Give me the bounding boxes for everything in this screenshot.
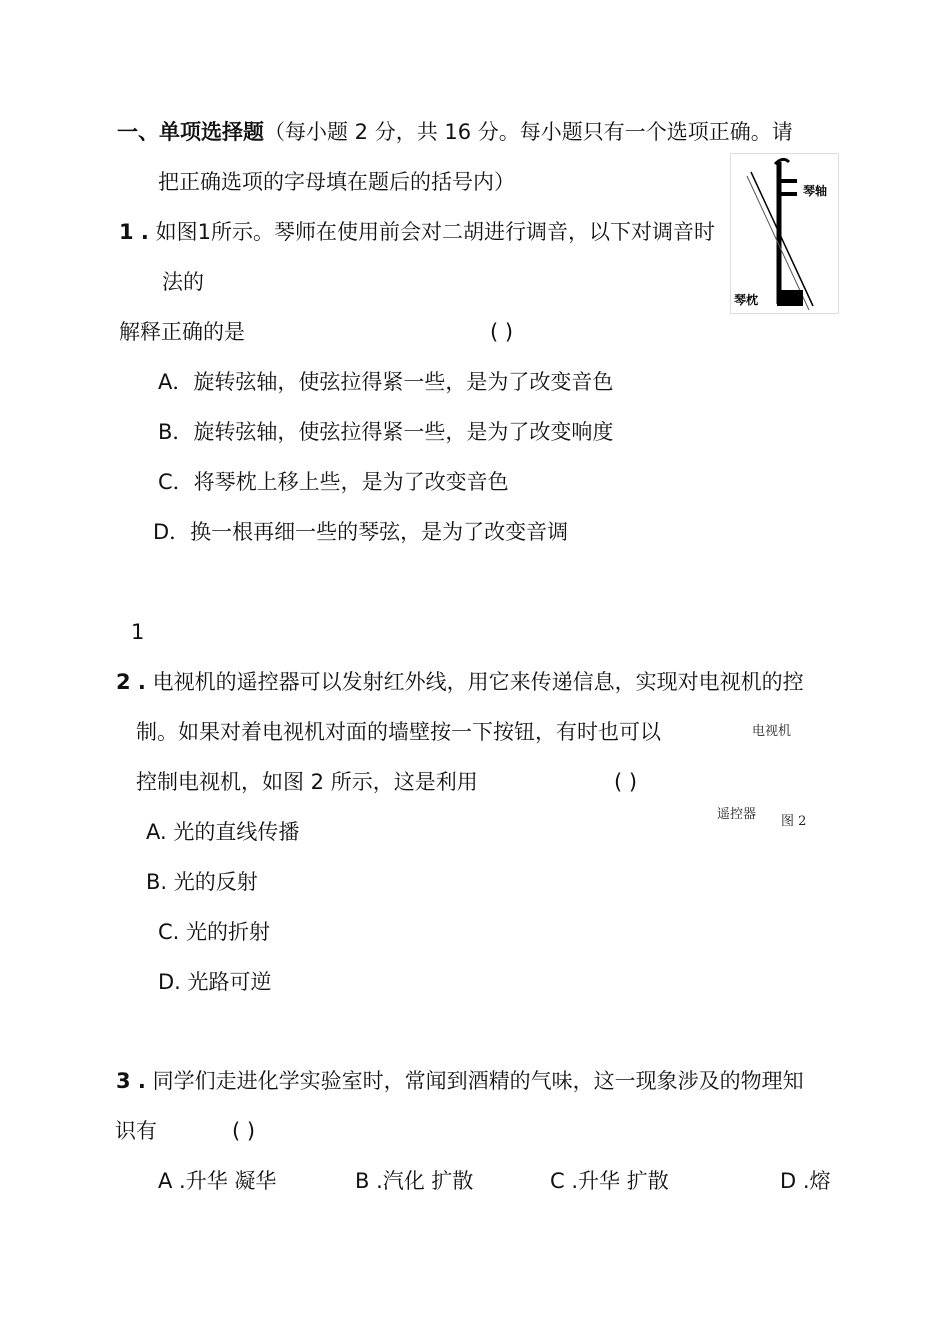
q2-line1 [116, 667, 804, 697]
section-note-line2: 把正确选项的字母填在题后的括号内） [158, 170, 515, 194]
peg-label: 琴轴 [803, 184, 828, 198]
q2-answer-paren: ( ) [614, 770, 638, 794]
erhu-drawing [731, 154, 838, 313]
q3-option-b: B .汽化 扩散 [355, 1169, 474, 1193]
q2-text: 电视机的遥控器可以发射红外线，用它来传递信息，实现对电视机的控 [152, 670, 804, 694]
q2-line2: 制。如果对着电视机对面的墙壁按一下按钮，有时也可以 [136, 720, 661, 744]
q3-answer-paren: ( ) [232, 1119, 256, 1143]
q3-option-a: A .升华 凝华 [158, 1169, 277, 1193]
remote-label: 遥控器 [717, 807, 757, 822]
q1-option-b: B．旋转弦轴，使弦拉得紧一些，是为了改变响度 [158, 420, 614, 444]
q3-number: 3 . [116, 1069, 146, 1093]
erhu-figure [730, 153, 839, 314]
q1-answer-paren: ( ) [490, 320, 514, 344]
q3-text: 同学们走进化学实验室时，常闻到酒精的气味，这一现象涉及的物理知 [152, 1069, 804, 1093]
q1-option-a: A．旋转弦轴，使弦拉得紧一些，是为了改变音色 [158, 370, 614, 394]
q3-option-d: D .熔 [780, 1169, 831, 1193]
q2-option-d: D. 光路可逆 [158, 970, 272, 994]
q3-line2: 识有 [115, 1119, 157, 1143]
nut-label: 琴枕 [734, 293, 759, 307]
q1-number: 1 . [119, 220, 149, 244]
section-note: （每小题 2 分，共 16 分。每小题只有一个选项正确。请 [264, 120, 793, 144]
q1-option-c: C．将琴枕上移上些，是为了改变音色 [158, 470, 509, 494]
q2-option-a: A. 光的直线传播 [146, 820, 300, 844]
q1-line2: 法的 [162, 270, 204, 294]
section-heading: 一、单项选择题 [117, 120, 264, 144]
q2-line3: 控制电视机，如图 2 所示，这是利用 [136, 770, 478, 794]
q1-option-d: D．换一根再细一些的琴弦，是为了改变音调 [153, 520, 569, 544]
q3-option-c: C .升华 扩散 [550, 1169, 669, 1193]
q2-number: 2 . [116, 670, 146, 694]
q3-line1 [116, 1066, 804, 1096]
figure2-caption: 图 2 [781, 814, 807, 829]
q1-line3: 解释正确的是 [119, 320, 245, 344]
section-heading-line [117, 117, 793, 147]
q1-text: 如图1所示。琴师在使用前会对二胡进行调音，以下对调音时 [155, 220, 715, 244]
q2-option-c: C. 光的折射 [158, 920, 271, 944]
q2-option-b: B. 光的反射 [146, 870, 258, 894]
tv-label: 电视机 [752, 724, 792, 739]
page-number: 1 [131, 620, 145, 644]
q1-line1 [119, 217, 715, 247]
